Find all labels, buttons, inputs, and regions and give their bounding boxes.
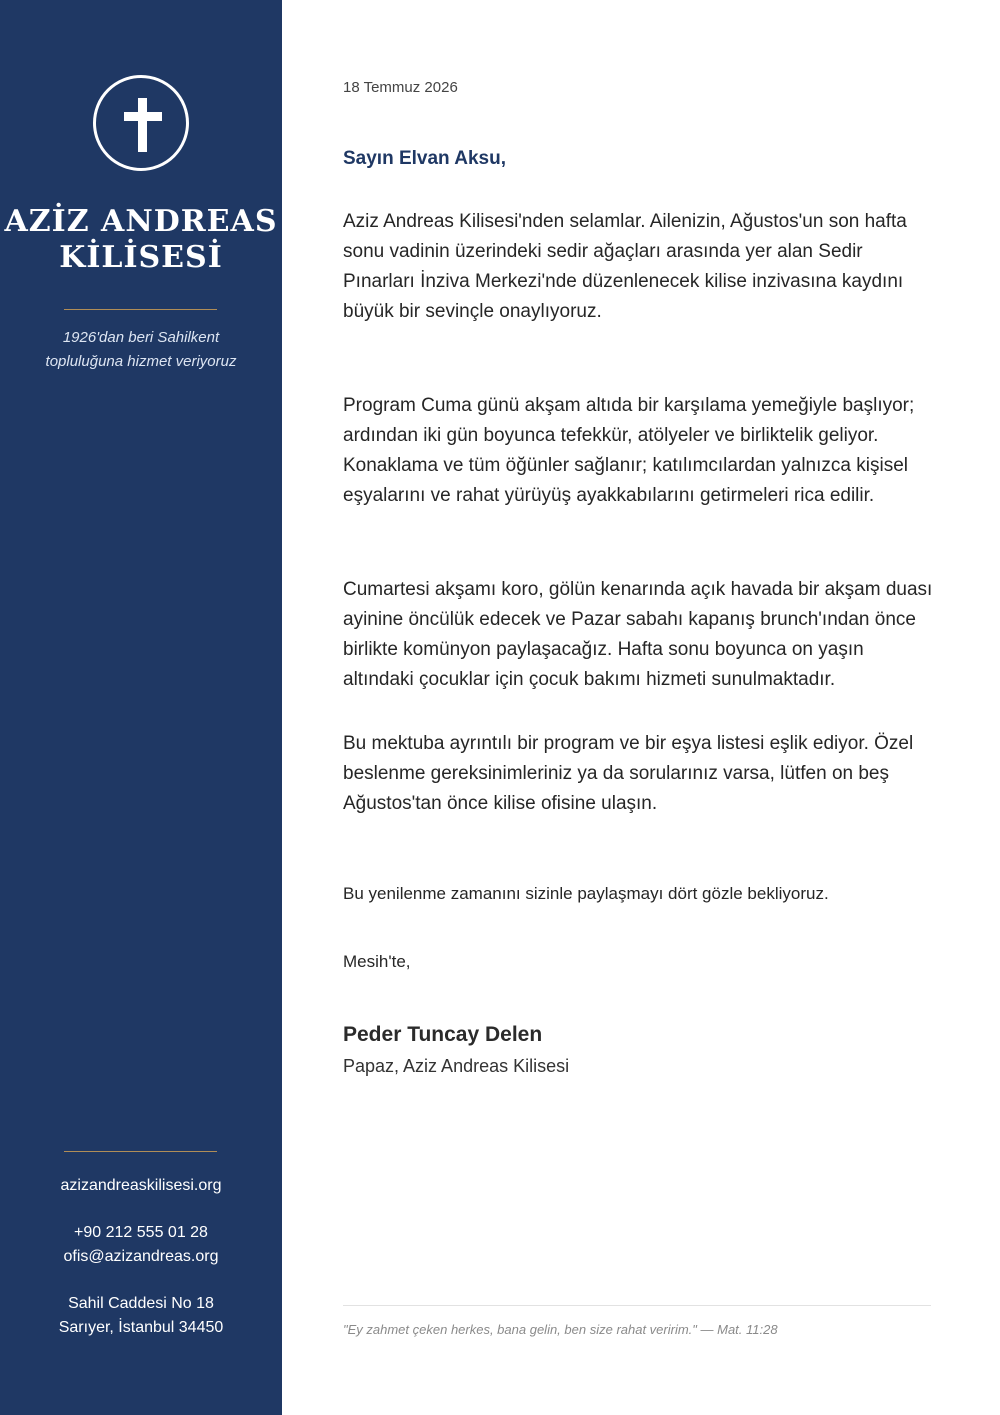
paragraph-3: Cumartesi akşamı koro, gölün kenarında açık havada bir akşam duası ayinine öncülük edecek ve Pazar sabahı kapanış brunch'ından önce birlikte komünyon paylaşacağız. Hafta sonu boyunca on yaşın altındaki çocuklar için çocuk bakımı hizmeti sunulmaktadır. [343,579,933,690]
salutation: Sayın Elvan Aksu, [343,148,506,169]
website-link[interactable]: azizandreaskilisesi.org [60,1177,222,1194]
divider-top [64,309,217,310]
paragraph-4: Bu mektuba ayrıntılı bir program ve bir eşya listesi eşlik ediyor. Özel beslenme gereksinimleriniz ya da sorularınız varsa, lütfen on beş Ağustos'tan önce kilise ofisine ulaşın. [343,733,914,814]
footer-divider [343,1305,931,1306]
closing-line: Bu yenilenme zamanını sizinle paylaşmayı dört gözle bekliyoruz. [343,884,829,903]
address-line1: Sahil Caddesi No 18 [68,1295,214,1312]
paragraph-2: Program Cuma günü akşam altıda bir karşılama yemeğiyle başlıyor; ardından iki gün boyunca tefekkür, atölyeler ve birliktelik geliyor. Konaklama ve tüm öğünler sağlanır; katılımcılardan yalnızca kişisel eşyalarını ve rahat yürüyüş ayakkabılarını getirmeleri rica edilir. [343,395,915,506]
phone-number[interactable]: +90 212 555 01 28 [74,1224,208,1241]
signer-title: Papaz, Aziz Andreas Kilisesi [343,1056,570,1076]
cross-horizontal-bar [124,112,162,121]
signer-name: Peder Tuncay Delen [343,1023,543,1046]
signoff: Mesih'te, [343,952,411,971]
church-name-line2: KİLİSESİ [59,240,223,275]
church-name [0,204,282,276]
letterhead-sidebar [0,0,282,1415]
email-link[interactable]: ofis@azizandreas.org [63,1248,219,1265]
cross-icon [93,75,189,171]
tagline-line1: 1926'dan beri Sahilkent [62,329,220,346]
tagline [30,326,252,374]
address-line2: Sarıyer, İstanbul 34450 [58,1319,224,1336]
paragraph-1: Aziz Andreas Kilisesi'nden selamlar. Ailenizin, Ağustos'un son hafta sonu vadinin üzerindeki sedir ağaçları arasında yer alan Sedir Pınarları İnziva Merkezi'nde düzenlenecek kilise inzivasına kaydını büyük bir sevinçle onaylıyoruz. [343,211,907,322]
letter-date: 18 Temmuz 2026 [343,79,458,96]
divider-bottom [64,1151,217,1152]
cross-vertical-bar [138,98,147,152]
footer-verse: "Ey zahmet çeken herkes, bana gelin, ben size rahat veririm." — Mat. 11:28 [343,1322,778,1337]
tagline-line2: topluluğuna hizmet veriyoruz [45,353,237,370]
church-name-line1: AZİZ ANDREAS [4,204,278,239]
